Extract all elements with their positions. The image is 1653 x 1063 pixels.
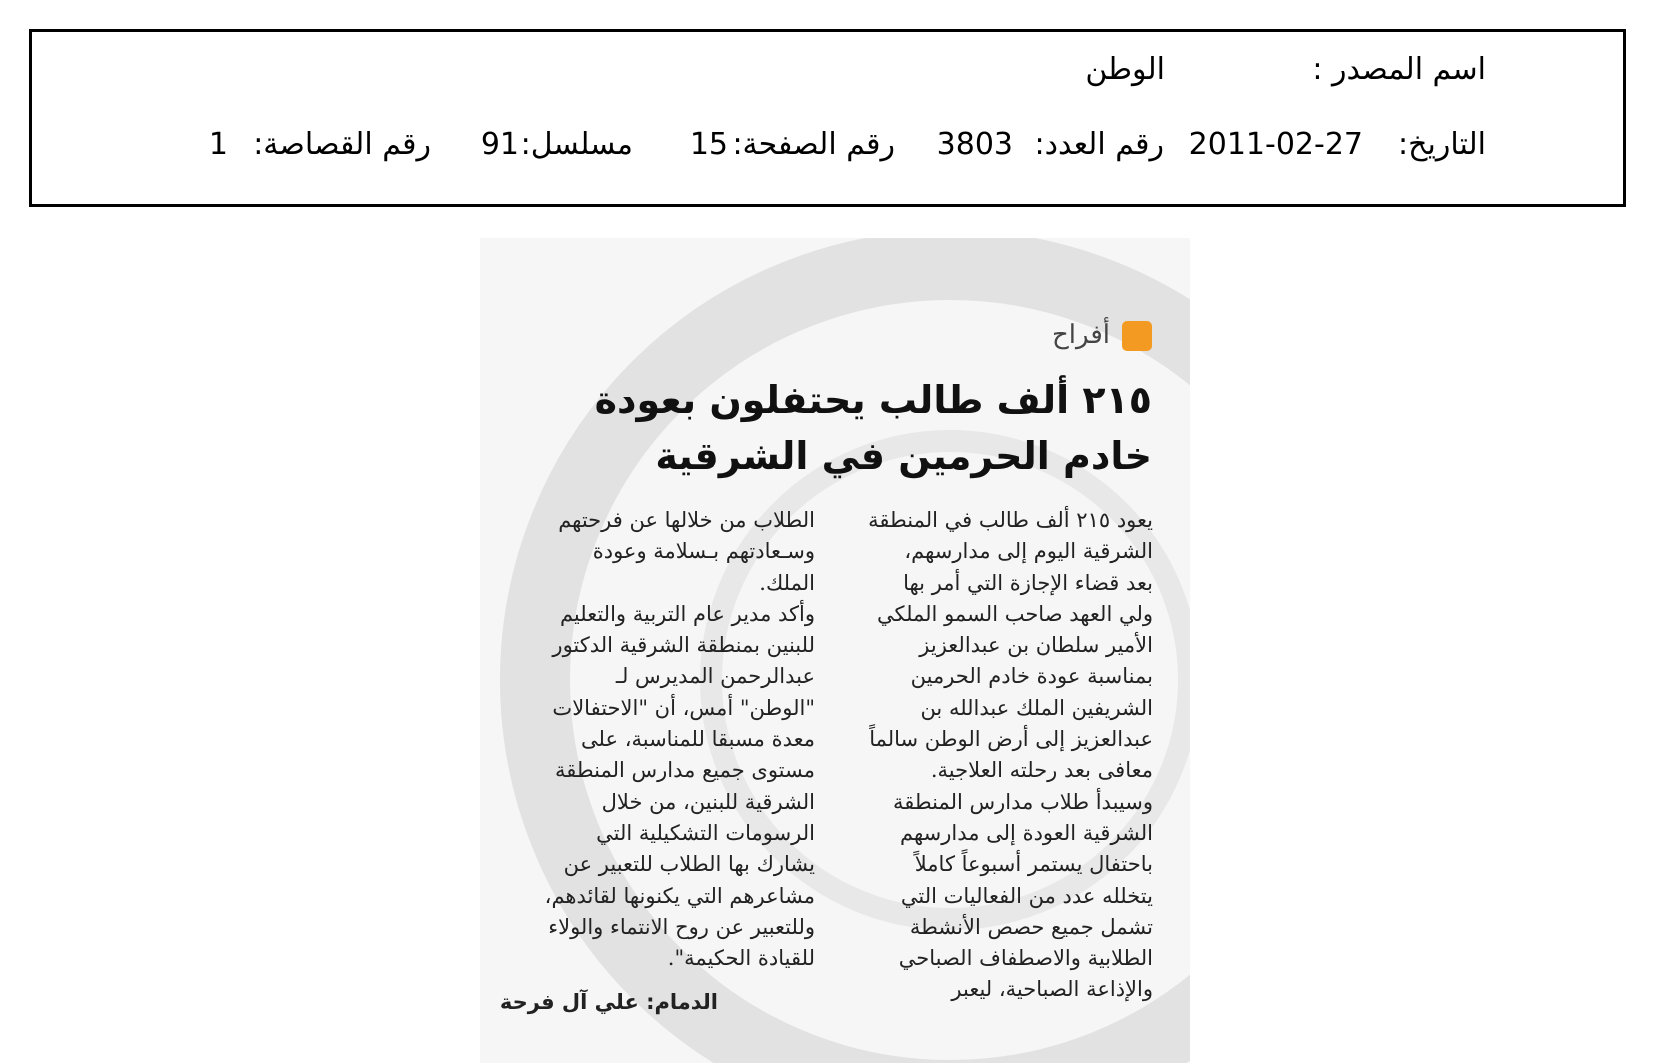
- page-value: 15: [689, 127, 728, 162]
- text-line: مستوى جميع مدارس المنطقة: [555, 758, 815, 783]
- section-label: أفراح: [1051, 320, 1110, 350]
- text-line: الطلاب من خلالها عن فرحتهم: [558, 508, 815, 532]
- text-line: تشمل جميع حصص الأنشطة: [909, 914, 1153, 939]
- text-line: وسـعادتهم بـسلامة وعودة: [592, 539, 815, 564]
- section-tag: [1000, 318, 1152, 356]
- text-line: وللتعبير عن روح الانتماء والولاء: [548, 914, 815, 939]
- serial-value: 91: [480, 127, 519, 162]
- article-right-column: [833, 505, 1153, 1006]
- text-line: عبدالرحمن المديرس لـ: [615, 664, 815, 689]
- source-value: الوطن: [1085, 52, 1165, 87]
- text-line: معدة مسبقا للمناسبة، على: [581, 727, 815, 752]
- text-line: للبنين بمنطقة الشرقية الدكتور: [552, 633, 815, 658]
- text-line: وسيبدأ طلاب مدارس المنطقة: [892, 789, 1153, 814]
- article-left-column: [495, 505, 815, 974]
- text-line: الشرقية العودة إلى مدارسهم: [899, 820, 1153, 845]
- issue-label: رقم العدد:: [1034, 127, 1164, 162]
- text-line: الطلابية والاصطفاف الصباحي: [898, 946, 1153, 971]
- text-line: الملك.: [759, 570, 815, 595]
- serial-label: مسلسل:: [520, 127, 633, 162]
- text-line: باحتفال يستمر أسبوعاً كاملاً: [914, 852, 1153, 877]
- text-line: بعد قضاء الإجازة التي أمر بها: [903, 570, 1153, 595]
- text-line: وأكد مدير عام التربية والتعليم: [559, 601, 815, 626]
- text-line: يتخلله عدد من الفعاليات التي: [900, 883, 1153, 908]
- date-value: 2011-02-27: [1188, 127, 1363, 162]
- byline: الدمام: علي آل فرحة: [499, 990, 718, 1014]
- text-line: والإذاعة الصباحية، ليعبر: [951, 977, 1153, 1002]
- headline-line-1: ٢١٥ ألف طالب يحتفلون بعودة: [594, 378, 1152, 422]
- issue-value: 3803: [936, 127, 1013, 162]
- text-line: ولي العهد صاحب السمو الملكي: [876, 601, 1153, 626]
- text-line: "الوطن" أمس، أن "الاحتفالات: [552, 695, 815, 720]
- text-line: الأمير سلطان بن عبدالعزيز: [919, 633, 1153, 658]
- text-line: الشريفين الملك عبدالله بن: [920, 695, 1153, 720]
- text-line: الرسومات التشكيلية التي: [596, 820, 815, 845]
- clip-label: رقم القصاصة:: [253, 127, 431, 162]
- text-line: الشرقية اليوم إلى مدارسهم،: [904, 539, 1153, 564]
- text-line: يعود ٢١٥ ألف طالب في المنطقة: [868, 508, 1153, 532]
- text-line: يشارك بها الطلاب للتعبير عن: [563, 852, 815, 877]
- text-line: معافى بعد رحلته العلاجية.: [930, 758, 1153, 783]
- text-line: بمناسبة عودة خادم الحرمين: [910, 664, 1153, 689]
- text-line: عبدالعزيز إلى أرض الوطن سالماً: [869, 727, 1153, 752]
- section-square-icon: [1122, 321, 1152, 351]
- text-line: للقيادة الحكيمة".: [667, 946, 815, 971]
- source-label: اسم المصدر :: [1312, 52, 1486, 87]
- headline-line-2: خادم الحرمين في الشرقية: [655, 434, 1152, 478]
- date-label: التاريخ:: [1398, 127, 1486, 162]
- text-line: الشرقية للبنين، من خلال: [601, 789, 815, 814]
- clip-value: 1: [208, 127, 228, 162]
- text-line: مشاعرهم التي يكنونها لقائدهم،: [544, 883, 815, 908]
- page-label: رقم الصفحة:: [732, 127, 895, 162]
